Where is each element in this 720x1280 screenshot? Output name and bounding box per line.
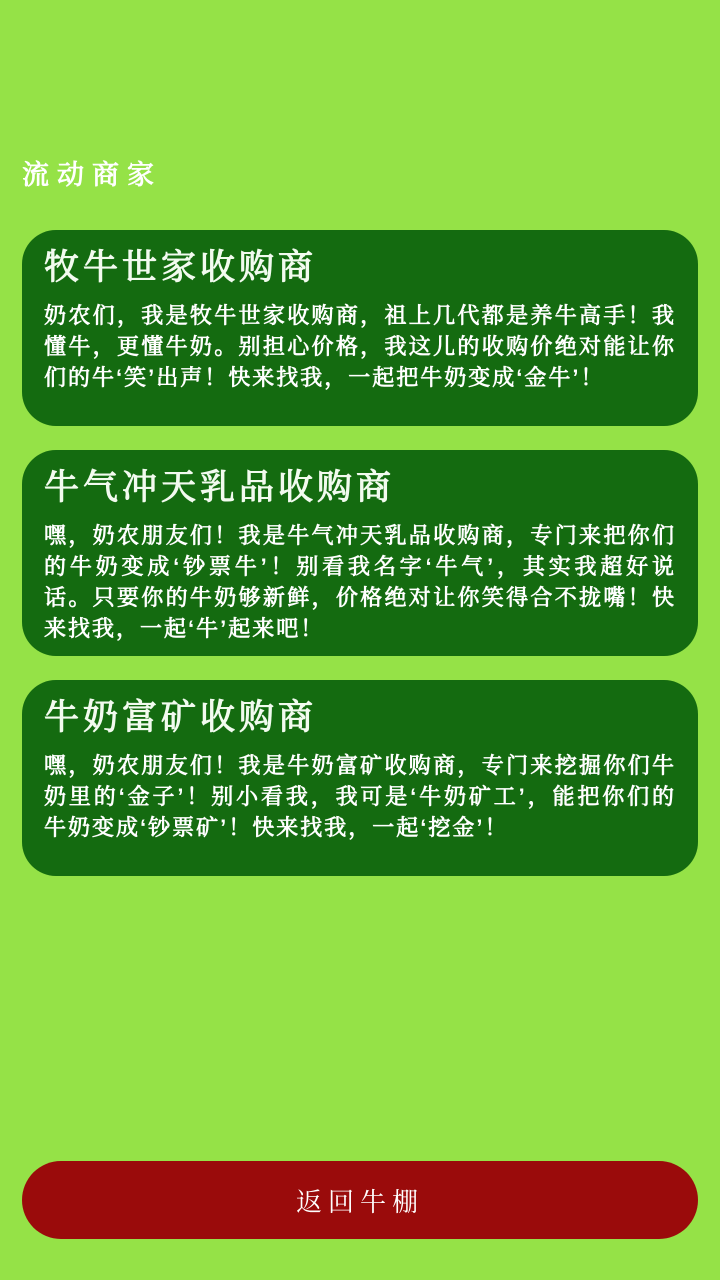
merchant-card[interactable] — [22, 680, 698, 876]
back-to-cowshed-button[interactable]: 返回牛棚 — [22, 1161, 698, 1239]
merchant-description: 嘿，奶农朋友们！我是牛气冲天乳品收购商，专门来把你们的牛奶变成‘钞票牛’！别看我名字‘牛气’，其实我超好说话。只要你的牛奶够新鲜，价格绝对让你笑得合不拢嘴！快来找我，一起‘牛’起来吧！ — [44, 523, 676, 641]
merchant-card-list — [22, 230, 698, 900]
merchant-card[interactable] — [22, 450, 698, 656]
merchant-name: 牛气冲天乳品收购商 — [44, 468, 396, 507]
merchant-description: 奶农们，我是牧牛世家收购商，祖上几代都是养牛高手！我懂牛，更懂牛奶。别担心价格，我这儿的收购价绝对能让你们的牛‘笑’出声！快来找我，一起把牛奶变成‘金牛’！ — [44, 303, 676, 390]
merchant-card[interactable] — [22, 230, 698, 426]
merchant-description: 嘿，奶农朋友们！我是牛奶富矿收购商，专门来挖掘你们牛奶里的‘金子’！别小看我，我可是‘牛奶矿工’，能把你们的牛奶变成‘钞票矿’！快来找我，一起‘挖金’！ — [44, 753, 676, 840]
merchant-name: 牧牛世家收购商 — [44, 248, 318, 287]
merchant-name: 牛奶富矿收购商 — [44, 698, 318, 737]
page-title: 流动商家 — [22, 160, 162, 190]
